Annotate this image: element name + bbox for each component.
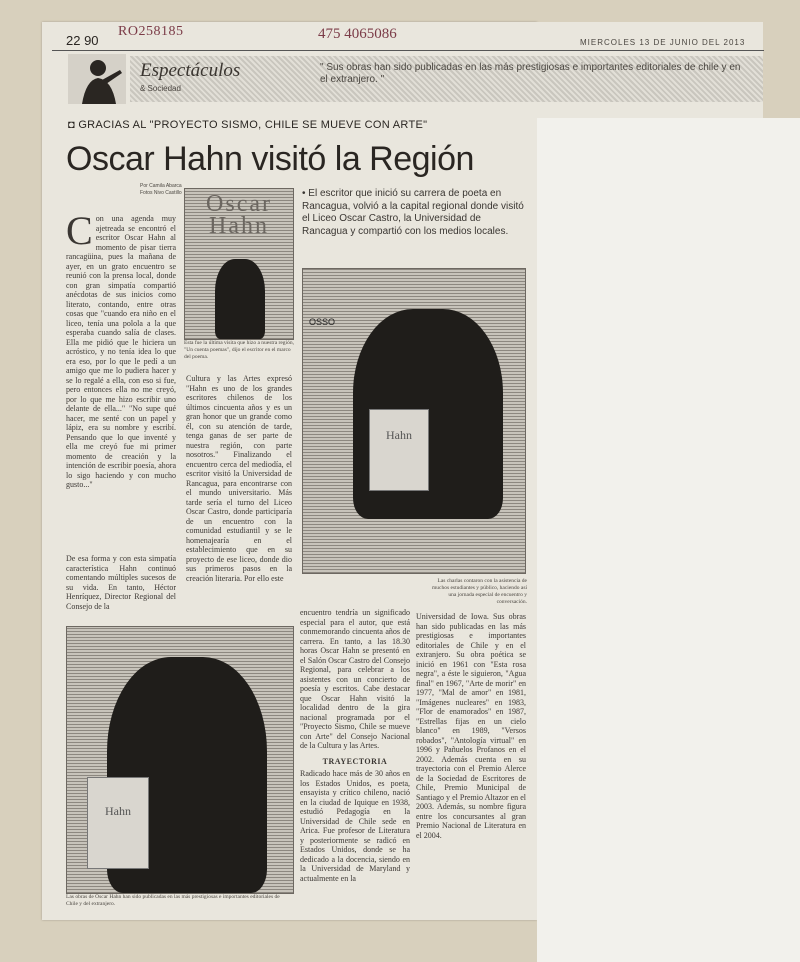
body-column-2: Cultura y las Artes expresó "Hahn es uno de los grandes escritores chilenos de los últimos cincuenta años y es un gran honor que un grande como él, con su atención de tarde, tenga ganas de ser parte de nuestra región, con parte nosotros." Finalizando el encuentro cerca del mediodía, el escritor visitó la Universidad de Rancagua, para encontrarse con el mundo universitario. Más tarde sería el turno del Liceo Oscar Castro, donde participaría de un encuentro con la comunidad estudiantil y se le homenajearía en el establecimiento que en su proyecto de ese liceo, donde dio sus primeros pasos en la creación literaria. Por ello este (186, 374, 292, 583)
background-sign: OSSO (309, 317, 336, 327)
photo-portrait-caption: Esta fue la última visita que hizo a nuestra región, "Un cuenta poemas", dijo el escritor en el marco del poema. (184, 340, 294, 360)
photo-main (302, 268, 526, 574)
book-cover-bottom (87, 777, 149, 869)
book-cover-title: Hahn (386, 428, 412, 442)
article-lead: • El escritor que inició su carrera de poeta en Rancagua, volvió a la capital regional donde visitó el Liceo Oscar Castro, la Universidad de Rancagua y compartió con los medios locales. (302, 188, 524, 237)
section-illustration-icon (68, 54, 126, 104)
body-column-1 (66, 208, 176, 490)
dropcap: C (66, 208, 93, 253)
byline: Por Camila Abarca Fotos Nivo Castillo (140, 183, 182, 196)
section-subtitle: & Sociedad (140, 84, 181, 93)
header-quote: " Sus obras han sido publicadas en las más prestigiosas e importantes editoriales de chile y en el extranjero. " (320, 62, 741, 85)
subheading-trayectoria: TRAYECTORIA (322, 756, 388, 766)
portrait-figure (215, 259, 265, 339)
book-cover (369, 409, 429, 491)
book-cover-bottom-title: Hahn (105, 804, 131, 818)
photo-main-caption: Las charlas contaron con la asistencia de muchos estudiantes y público, haciendo así una jornada especial de encuentro y conversación. (432, 578, 528, 605)
body-column-3-text-b: Radicado hace más de 30 años en los Estados Unidos, es poeta, ensayista y crítico chileno, nació en la ciudad de Iquique en 1938, estudió Pedagogía en la Universidad de Chile sede en Arica. Fue profesor de Literatura y posteriormente se radicó en Estados Unidos, donde se ha dedicado a la docencia, siendo en la Universidad de Maryland y actualmente en la (300, 769, 410, 883)
kicker-bullet-icon: ◘ (68, 119, 79, 131)
body-column-1-continued: De esa forma y con esta simpatía característica Hahn continuó comentando múltiples sucesos de su vida. En tanto, Héctor Henríquez, Director Regional del Consejo de la (66, 554, 176, 611)
section-title: Espectáculos (140, 60, 241, 81)
page-number: 22 90 (66, 33, 99, 48)
body-column-3 (300, 608, 410, 883)
body-column-1-text: on una agenda muy ajetreada se encontró el escritor Oscar Hahn al momento de pisar tierra rancagüina, pues la mañana de ayer, en un grato encuentro se reunió con la prensa local, donde con gran simpatía compartió anécdotas de sus inicios como literato, contando, entre otras cosas que "cuando era niño en el liceo, tenía una polola a la que esperaba cuando salía de clases. Ella me pidió que le hiciera un acróstico, y no tenía idea lo que era eso, por lo que le pedí a un amigo que me lo pudiera hacer y se lo regalé a ella, con eso si fue, pero entonces ella no me creyó, por lo que me hizo escribir uno delante de ella..." "No supe qué hacer, me senté con un papel y lápiz, era su nombre y escribí. Pensando que lo que inventé y ella me creyó fue mi primer momento de creación y la intención de escribir poesía, ahora lo sigo haciendo y con mucho gusto..." (66, 214, 176, 489)
body-column-4: Universidad de Iowa. Sus obras han sido publicadas en las más prestigiosas e importantes editoriales de Chile y en el extranjero. Su obra poética se inició en 1961 con "Esta rosa negra", a éste le siguieron, "Agua final" en 1967, "Arte de morir" en 1977, "Mal de amor" en 1981, "Imágenes nucleares" en 1983, "Flor de enamorados" en 1987, "Estrellas fijas en un cielo blanco" en 1989, "Versos robados", "Antología virtual" en 1996 y Pañuelos Profanos en el 2002. Además cuenta en su trayectoria con el Premio Alerce de la Sociedad de Escritores de Chile, Premio Municipal de Santiago y el Premio Altazor en el 2003. Además, su nombre figura entre los concursantes al gran Premio Nacional de Literatura en el 2004. (416, 612, 526, 840)
article-title: Oscar Hahn visitó la Región (66, 140, 474, 178)
header-rule (52, 50, 764, 51)
body-column-3-text: encuentro tendría un significado especial para el autor, que está conmemorando cincuenta años de carrera. En tanto, a las 18.30 horas Oscar Hahn se presentó en el Salón Oscar Castro del Consejo Regional, para celebrar a los asistentes con un concierto de poesía y escritos. Cabe destacar que Oscar Hahn visitó la localidad dentro de la gira nacional programada por el "Proyecto Sismo, Chile se mueve con Arte" del Consejo Nacional de la Cultura y las Artes. (300, 608, 410, 750)
backing-paper (537, 118, 800, 962)
photo-portrait-overlay-text: Oscar Hahn (206, 191, 272, 239)
dateline: MIERCOLES 13 DE JUNIO DEL 2013 (580, 38, 746, 47)
article-kicker (68, 119, 427, 131)
kicker-text: GRACIAS AL "PROYECTO SISMO, CHILE SE MUEVE CON ARTE" (78, 119, 428, 131)
photo-bottom-caption: Las obras de Oscar Hahn han sido publicadas en las más prestigiosas e importantes editoriales de Chile y del extranjero. (66, 894, 280, 907)
photo-portrait (184, 188, 294, 340)
archive-id-secondary: 475 4065086 (318, 26, 397, 42)
photo-bottom (66, 626, 294, 894)
archive-id: RO258185 (118, 24, 184, 39)
